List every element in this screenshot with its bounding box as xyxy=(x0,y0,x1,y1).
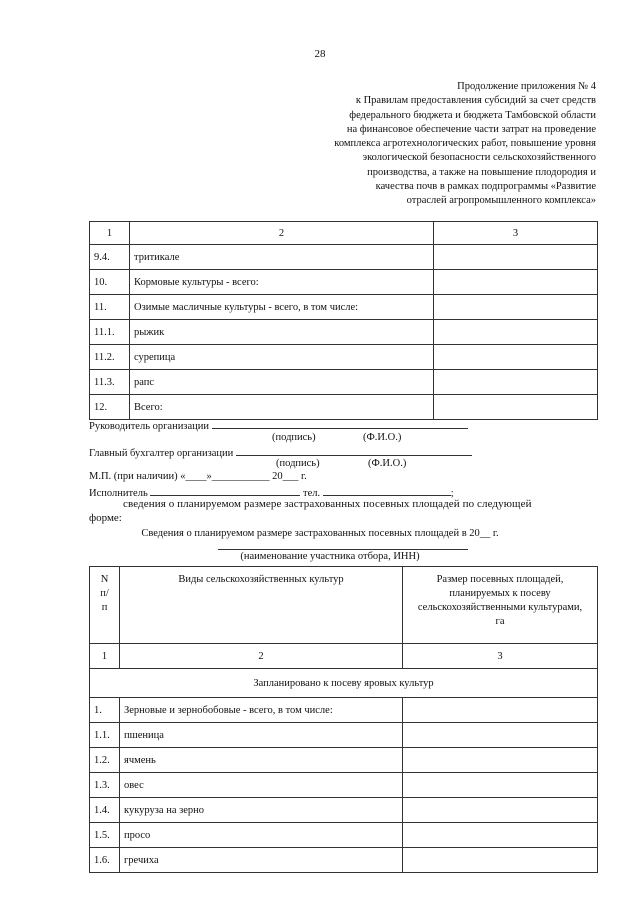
crop-name: Кормовые культуры - всего: xyxy=(130,270,434,295)
table-row xyxy=(90,270,598,295)
table-row xyxy=(90,295,598,320)
head-signature-field[interactable] xyxy=(212,418,468,429)
row-number: 1.1. xyxy=(90,723,120,748)
intro-text-cont: форме: xyxy=(89,512,122,524)
row-number: 1.3. xyxy=(90,773,120,798)
table-row xyxy=(90,823,598,848)
crop-name: сурепица xyxy=(130,345,434,370)
crop-name: тритикале xyxy=(130,245,434,270)
column-number: 3 xyxy=(403,644,598,669)
area-cell[interactable] xyxy=(434,270,598,295)
row-number: 10. xyxy=(90,270,130,295)
area-cell[interactable] xyxy=(434,345,598,370)
row-number: 1.5. xyxy=(90,823,120,848)
row-number: 1.2. xyxy=(90,748,120,773)
area-cell[interactable] xyxy=(403,723,598,748)
area-cell[interactable] xyxy=(403,798,598,823)
header-line: экологической безопасности сельскохозяйственного xyxy=(362,152,596,164)
table-row xyxy=(90,345,598,370)
row-number: 1. xyxy=(90,698,120,723)
column-numbering-row xyxy=(90,644,598,669)
accountant-signature-field[interactable] xyxy=(236,445,472,456)
column-number: 3 xyxy=(434,222,598,245)
header-line: федерального бюджета и бюджета Тамбовской области xyxy=(349,109,596,121)
table-row xyxy=(90,245,598,270)
crop-name: Озимые масличные культуры - всего, в том числе: xyxy=(130,295,434,320)
head-signature-line xyxy=(89,418,468,432)
table-row xyxy=(90,370,598,395)
header-line: на финансовое обеспечение части затрат на проведение xyxy=(346,123,596,135)
executor-line: Исполнитель тел. ; xyxy=(89,485,454,499)
area-cell[interactable] xyxy=(434,320,598,345)
row-number: 1.4. xyxy=(90,798,120,823)
table-header-row xyxy=(90,222,598,245)
section-row xyxy=(90,669,598,698)
sign-caption: (подпись) xyxy=(272,432,316,443)
table-row xyxy=(90,798,598,823)
crop-name: рапс xyxy=(130,370,434,395)
table-row xyxy=(90,320,598,345)
crop-name: Зерновые и зернобобовые - всего, в том числе: xyxy=(120,698,403,723)
area-cell[interactable] xyxy=(403,848,598,873)
row-number: 11.2. xyxy=(90,345,130,370)
row-number: 11.1. xyxy=(90,320,130,345)
header-line: Продолжение приложения № 4 xyxy=(457,81,596,92)
table-header-row xyxy=(90,567,598,644)
form-title: Сведения о планируемом размере застрахованных посевных площадей в 20__ г. xyxy=(141,528,499,539)
row-number: 12. xyxy=(90,395,130,420)
area-cell[interactable] xyxy=(434,370,598,395)
planned-crops-table xyxy=(89,566,598,873)
fio-caption: (Ф.И.О.) xyxy=(368,458,407,469)
header-line: комплекса агротехнологических работ, повышение уровня xyxy=(334,138,596,150)
crop-name: Всего: xyxy=(130,395,434,420)
header-line: производства, а также на повышение плодородия и xyxy=(367,166,596,178)
intro-text: сведения о планируемом размере застрахованных посевных площадей по следующей xyxy=(123,498,532,510)
page-number: 28 xyxy=(314,48,326,60)
table-row xyxy=(90,848,598,873)
area-cell[interactable] xyxy=(434,295,598,320)
area-cell[interactable] xyxy=(403,773,598,798)
crop-name: ячмень xyxy=(120,748,403,773)
table-row xyxy=(90,395,598,420)
column-number: 1 xyxy=(90,644,120,669)
tel-label: тел. xyxy=(302,488,321,499)
crop-name: пшеница xyxy=(120,723,403,748)
table-row xyxy=(90,773,598,798)
executor-label: Исполнитель xyxy=(89,488,148,499)
row-number: 11. xyxy=(90,295,130,320)
column-number: 1 xyxy=(90,222,130,245)
crops-table-continued xyxy=(89,221,598,420)
table-row xyxy=(90,748,598,773)
appendix-header xyxy=(266,80,596,209)
header-line: качества почв в рамках подпрограммы «Развитие xyxy=(375,181,596,193)
accountant-label: Главный бухгалтер организации xyxy=(89,448,234,459)
area-cell[interactable] xyxy=(434,245,598,270)
crop-name: просо xyxy=(120,823,403,848)
area-cell[interactable] xyxy=(403,748,598,773)
head-label: Руководитель организации xyxy=(89,421,209,432)
participant-caption: (наименование участника отбора, ИНН) xyxy=(240,551,420,562)
accountant-signature-line xyxy=(89,445,472,459)
crop-name: гречиха xyxy=(120,848,403,873)
section-title: Запланировано к посеву яровых культур xyxy=(90,669,598,698)
crop-name: рыжик xyxy=(130,320,434,345)
table-row xyxy=(90,698,598,723)
sign-caption: (подпись) xyxy=(276,458,320,469)
fio-caption: (Ф.И.О.) xyxy=(363,432,402,443)
table-row xyxy=(90,723,598,748)
participant-field[interactable] xyxy=(218,541,468,550)
column-header-area: Размер посевных площадей, планируемых к посеву сельскохозяйственными культурами, га xyxy=(403,567,598,644)
tel-field[interactable] xyxy=(323,485,451,496)
area-cell[interactable] xyxy=(403,823,598,848)
crop-name: кукуруза на зерно xyxy=(120,798,403,823)
crop-name: овес xyxy=(120,773,403,798)
column-number: 2 xyxy=(130,222,434,245)
header-line: к Правилам предоставления субсидий за счет средств xyxy=(355,95,596,107)
row-number: 11.3. xyxy=(90,370,130,395)
column-header-number: N п/п xyxy=(90,567,120,644)
stamp-date-line: М.П. (при наличии) «____»___________ 20___ г. xyxy=(89,471,307,482)
row-number: 9.4. xyxy=(90,245,130,270)
executor-field[interactable] xyxy=(150,485,300,496)
header-line: отраслей агропромышленного комплекса» xyxy=(406,195,596,207)
column-header-crops: Виды сельскохозяйственных культур xyxy=(120,567,403,644)
column-number: 2 xyxy=(120,644,403,669)
area-cell[interactable] xyxy=(434,395,598,420)
area-cell[interactable] xyxy=(403,698,598,723)
row-number: 1.6. xyxy=(90,848,120,873)
